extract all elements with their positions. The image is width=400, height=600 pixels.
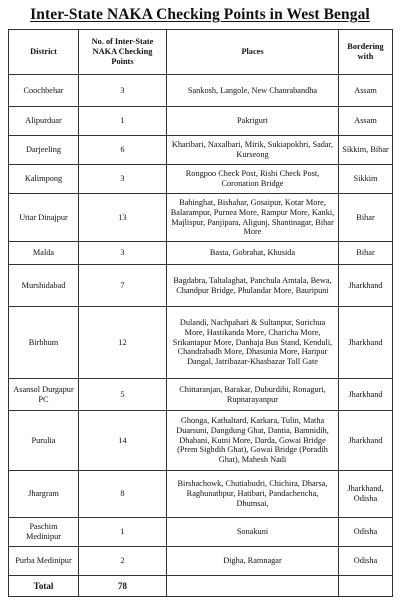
table-row	[9, 471, 393, 518]
district-cell: Purulia	[9, 411, 79, 471]
total-bordering-empty	[339, 576, 393, 597]
table-row	[9, 194, 393, 242]
header-places: Places	[167, 30, 339, 75]
district-cell: Jhargram	[9, 471, 79, 518]
count-cell: 1	[79, 518, 167, 547]
bordering-cell: Jharkhand	[339, 265, 393, 307]
total-row	[9, 576, 393, 597]
table-row	[9, 165, 393, 194]
district-cell: Purba Medinipur	[9, 547, 79, 576]
places-cell: Chittaranjan, Barakar, Duburdihi, Ronaguri, Rupnarayanpur	[167, 379, 339, 411]
places-cell: Digha, Ramnagar	[167, 547, 339, 576]
bordering-cell: Odisha	[339, 547, 393, 576]
places-cell: Birshachowk, Chutiabudri, Chichira, Dharsa, Raghunathpur, Hatibari, Pandachencha, Dhumsai,	[167, 471, 339, 518]
table-row	[9, 547, 393, 576]
header-bordering: Bordering with	[339, 30, 393, 75]
count-cell: 1	[79, 107, 167, 136]
district-cell: Darjeeling	[9, 136, 79, 165]
places-cell: Bahinghat, Bishahar, Gosaipur, Kotar More, Balarampur, Purnea More, Rampur More, Kanki, Majlispur, Panjipara, Aligunj, Shantinagar, Bihar More	[167, 194, 339, 242]
district-cell: Uttar Dinajpur	[9, 194, 79, 242]
places-cell: Ghonga, Kathaltard, Karkara, Tulin, Matha Duarsuni, Dangdung Ghat, Dantia, Bamnidih, Dhabani, Kutni More, Darda, Gowai Bridge (Prem Sighdih Ghat), Gowai Bridge (Poradih Ghat), Mahesh Nadi	[167, 411, 339, 471]
table-row	[9, 265, 393, 307]
table-header-row	[9, 30, 393, 75]
places-cell: Basta, Gobrahat, Khusida	[167, 242, 339, 265]
bordering-cell: Bihar	[339, 242, 393, 265]
bordering-cell: Sikkim, Bihar	[339, 136, 393, 165]
bordering-cell: Jharkhand	[339, 379, 393, 411]
district-cell: Birbhum	[9, 307, 79, 379]
bordering-cell: Sikkim	[339, 165, 393, 194]
document-title: Inter-State NAKA Checking Points in West Bengal	[30, 6, 370, 23]
count-cell: 5	[79, 379, 167, 411]
district-cell: Alipurduar	[9, 107, 79, 136]
bordering-cell: Odisha	[339, 518, 393, 547]
total-count: 78	[79, 576, 167, 597]
count-cell: 12	[79, 307, 167, 379]
bordering-cell: Jharkhand	[339, 307, 393, 379]
district-cell: Kalimpong	[9, 165, 79, 194]
table-row	[9, 307, 393, 379]
places-cell: Kharibari, Naxalbari, Mirik, Sukiapokhri, Sadar, Kurseong	[167, 136, 339, 165]
count-cell: 3	[79, 242, 167, 265]
district-cell: Paschim Medinipur	[9, 518, 79, 547]
table-row	[9, 107, 393, 136]
table-row	[9, 136, 393, 165]
bordering-cell: Assam	[339, 75, 393, 107]
count-cell: 6	[79, 136, 167, 165]
district-cell: Murshidabad	[9, 265, 79, 307]
count-cell: 3	[79, 165, 167, 194]
header-count: No. of Inter-State NAKA Checking Points	[79, 30, 167, 75]
table-row	[9, 411, 393, 471]
header-district: District	[9, 30, 79, 75]
places-cell: Rongpoo Check Post, Rishi Check Post, Coronation Bridge	[167, 165, 339, 194]
table-row	[9, 75, 393, 107]
bordering-cell: Jharkhand	[339, 411, 393, 471]
places-cell: Dulandi, Nachpahari & Sultanpur, Surichua More, Hastikanda More, Charicha More, Srikantapur More, Danhaja Bus Stand, Kenduli, Chandrabadh More, Dhasunia More, Haripur Dangal, Jatribazar-Khasbazar Toll Gate	[167, 307, 339, 379]
table-row	[9, 518, 393, 547]
places-cell: Sonakuni	[167, 518, 339, 547]
count-cell: 7	[79, 265, 167, 307]
count-cell: 3	[79, 75, 167, 107]
count-cell: 13	[79, 194, 167, 242]
table-row	[9, 379, 393, 411]
total-label: Total	[9, 576, 79, 597]
count-cell: 2	[79, 547, 167, 576]
district-cell: Coochbehar	[9, 75, 79, 107]
count-cell: 8	[79, 471, 167, 518]
bordering-cell: Bihar	[339, 194, 393, 242]
district-cell: Malda	[9, 242, 79, 265]
table-row	[9, 242, 393, 265]
places-cell: Sankosh, Langole, New Chanrabandha	[167, 75, 339, 107]
places-cell: Bagdabra, Taltalaghat, Panchula Amtala, Bewa, Chandpur Bridge, Phulandar More, Bauripuni	[167, 265, 339, 307]
naka-checkpoints-table	[8, 29, 393, 597]
places-cell: Pakriguri	[167, 107, 339, 136]
count-cell: 14	[79, 411, 167, 471]
bordering-cell: Jharkhand, Odisha	[339, 471, 393, 518]
bordering-cell: Assam	[339, 107, 393, 136]
total-places-empty	[167, 576, 339, 597]
district-cell: Asansol Durgapur PC	[9, 379, 79, 411]
